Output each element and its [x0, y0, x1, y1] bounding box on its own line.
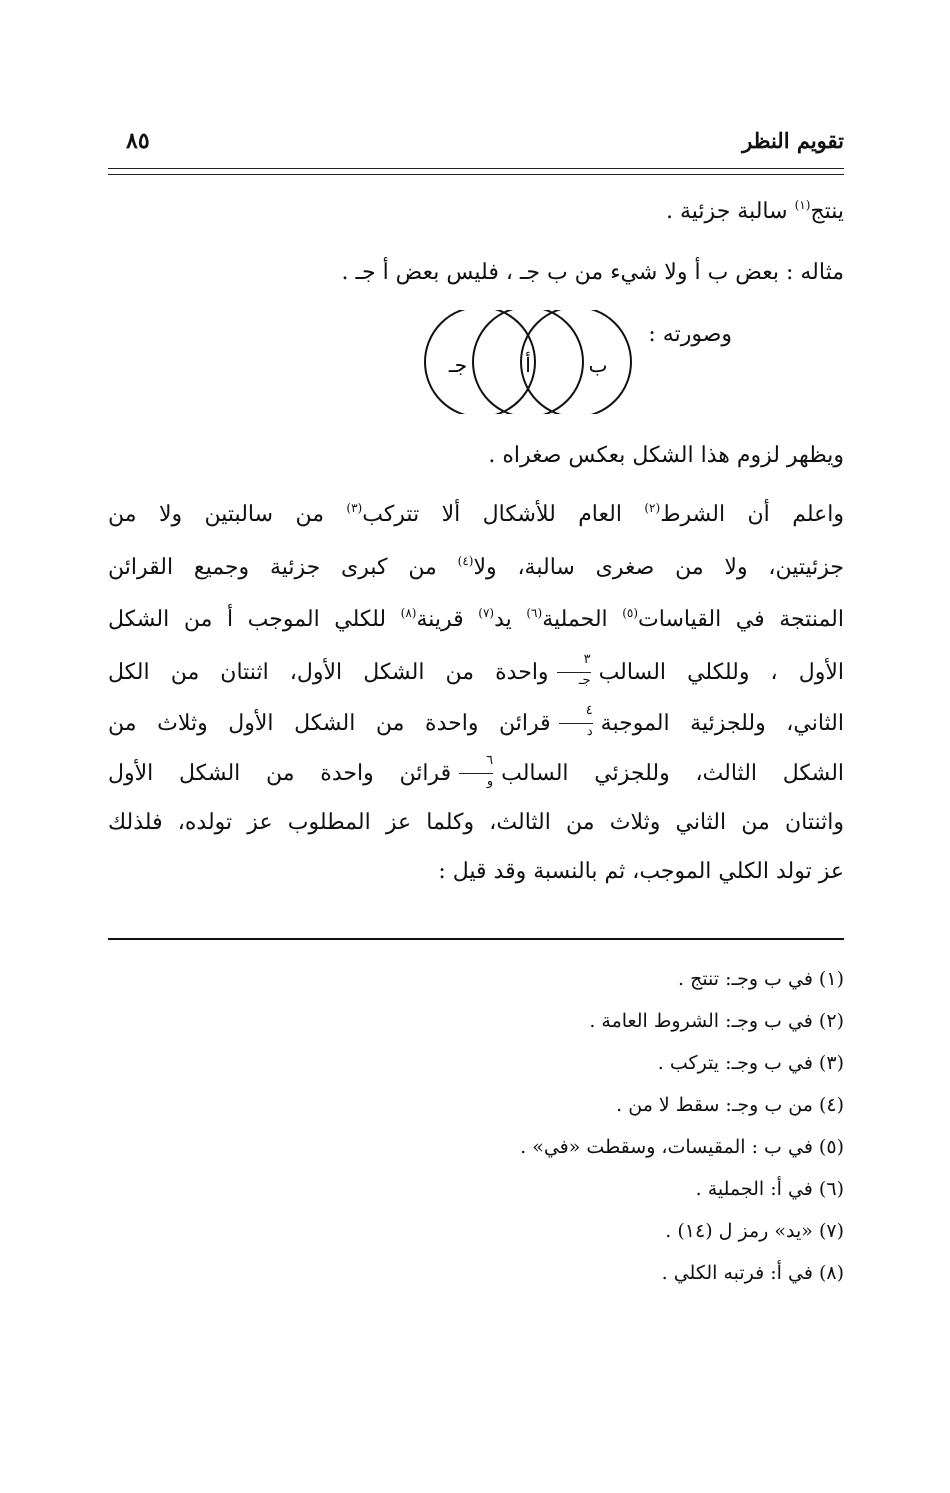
fraction-numerator: ٤ [585, 703, 593, 718]
footnote-ref-6: (٦) [526, 606, 543, 620]
header-rule-top [108, 168, 844, 169]
text-line-4: ويظهر لزوم هذا الشكل بعكس صغراه . [488, 443, 844, 468]
text-segment: العام للأشكال ألا تتركب [362, 502, 645, 527]
page-header [108, 128, 844, 162]
text-segment: يد [494, 607, 527, 632]
fraction-4-dal [559, 703, 593, 739]
footnote-ref-5: (٥) [622, 606, 639, 620]
text-line-5 [108, 500, 844, 530]
footnote-ref-7: (٧) [478, 606, 495, 620]
text-line-10 [108, 753, 845, 789]
venn-diagram [418, 310, 638, 414]
footnote-5: (٥) في ب : المقيسات، وسقطت «في» . [520, 1136, 844, 1158]
footnote-ref-4: (٤) [457, 554, 474, 568]
fraction-denominator: جـ [578, 673, 591, 688]
fraction-numerator: ٦ [486, 753, 494, 768]
fraction-numerator: ٣ [583, 652, 591, 667]
text-segment: للكلي الموجب أ من الشكل [108, 607, 401, 632]
fraction-3-jim [557, 652, 591, 688]
footnote-ref-8: (٨) [400, 606, 417, 620]
text-line-1 [666, 197, 844, 227]
diagram-label-b: ب [588, 353, 608, 377]
text-segment: واحدة من الشكل الأول، اثنتان من الكل [108, 660, 549, 685]
text-line-9 [108, 703, 844, 739]
text-segment: من سالبتين ولا من [108, 502, 347, 527]
text-segment: جزئيتين، ولا من صغرى سالبة، ولا [473, 555, 844, 580]
text-line-7 [108, 605, 844, 635]
text-segment: ينتج [810, 199, 844, 224]
header-rule-bottom [108, 174, 844, 175]
footnote-7: (٧) «يد» رمز ل (١٤) . [665, 1220, 844, 1242]
text-segment: قرائن واحدة من الشكل الأول وثلاث من [108, 711, 551, 736]
text-line-11: واثنتان من الثاني وثلاث من الثالث، وكلما عز المطلوب عز تولده، فلذلك [108, 810, 844, 835]
text-segment: الأول ، وللكلي السالب [598, 660, 844, 685]
text-segment: قرائن واحدة من الشكل الأول [108, 761, 452, 786]
page-number: ٨٥ [126, 128, 150, 154]
fraction-6-waw [459, 753, 494, 789]
footnote-1: (١) في ب وجـ: تنتج . [677, 968, 844, 990]
text-segment: الحملية [542, 607, 623, 632]
footnote-8: (٨) في أ: فرتبه الكلي . [661, 1262, 844, 1284]
text-segment: سالبة جزئية . [666, 199, 795, 224]
circle-b [521, 310, 631, 414]
footnote-ref-3: (٣) [346, 501, 363, 515]
footnote-ref-2: (٢) [644, 501, 661, 515]
footnote-3: (٣) في ب وجـ: يتركب . [657, 1052, 844, 1074]
diagram-label-alif: أ [525, 353, 531, 377]
text-line-2: مثاله : بعض ب أ ولا شيء من ب جـ ، فليس بعض أ جـ . [341, 260, 844, 285]
text-segment: المنتجة في القياسات [638, 607, 844, 632]
text-segment: واعلم أن الشرط [660, 502, 844, 527]
footnote-6: (٦) في أ: الجملية . [695, 1178, 844, 1200]
text-line-12: عز تولد الكلي الموجب، ثم بالنسبة وقد قيل : [438, 859, 844, 884]
circle-jim [425, 310, 535, 414]
text-line-6 [108, 553, 844, 583]
diagram-caption: وصورته : [648, 322, 732, 347]
text-segment: الشكل الثالث، وللجزئي السالب [501, 761, 845, 786]
running-title: تقويم النظر [742, 128, 844, 153]
footnote-ref-1: (١) [794, 198, 811, 212]
text-segment: الثاني، وللجزئية الموجبة [600, 711, 844, 736]
fraction-denominator: و [486, 774, 494, 789]
text-segment: قرينة [416, 607, 479, 632]
text-line-8 [108, 652, 844, 688]
text-segment: من كبرى جزئية وجميع القرائن [108, 555, 458, 580]
footnote-2: (٢) في ب وجـ: الشروط العامة . [589, 1010, 844, 1032]
footnote-separator [108, 938, 844, 940]
footnote-4: (٤) من ب وجـ: سقط لا من . [616, 1094, 844, 1116]
fraction-denominator: د [586, 724, 593, 739]
diagram-label-jim: جـ [448, 353, 468, 377]
